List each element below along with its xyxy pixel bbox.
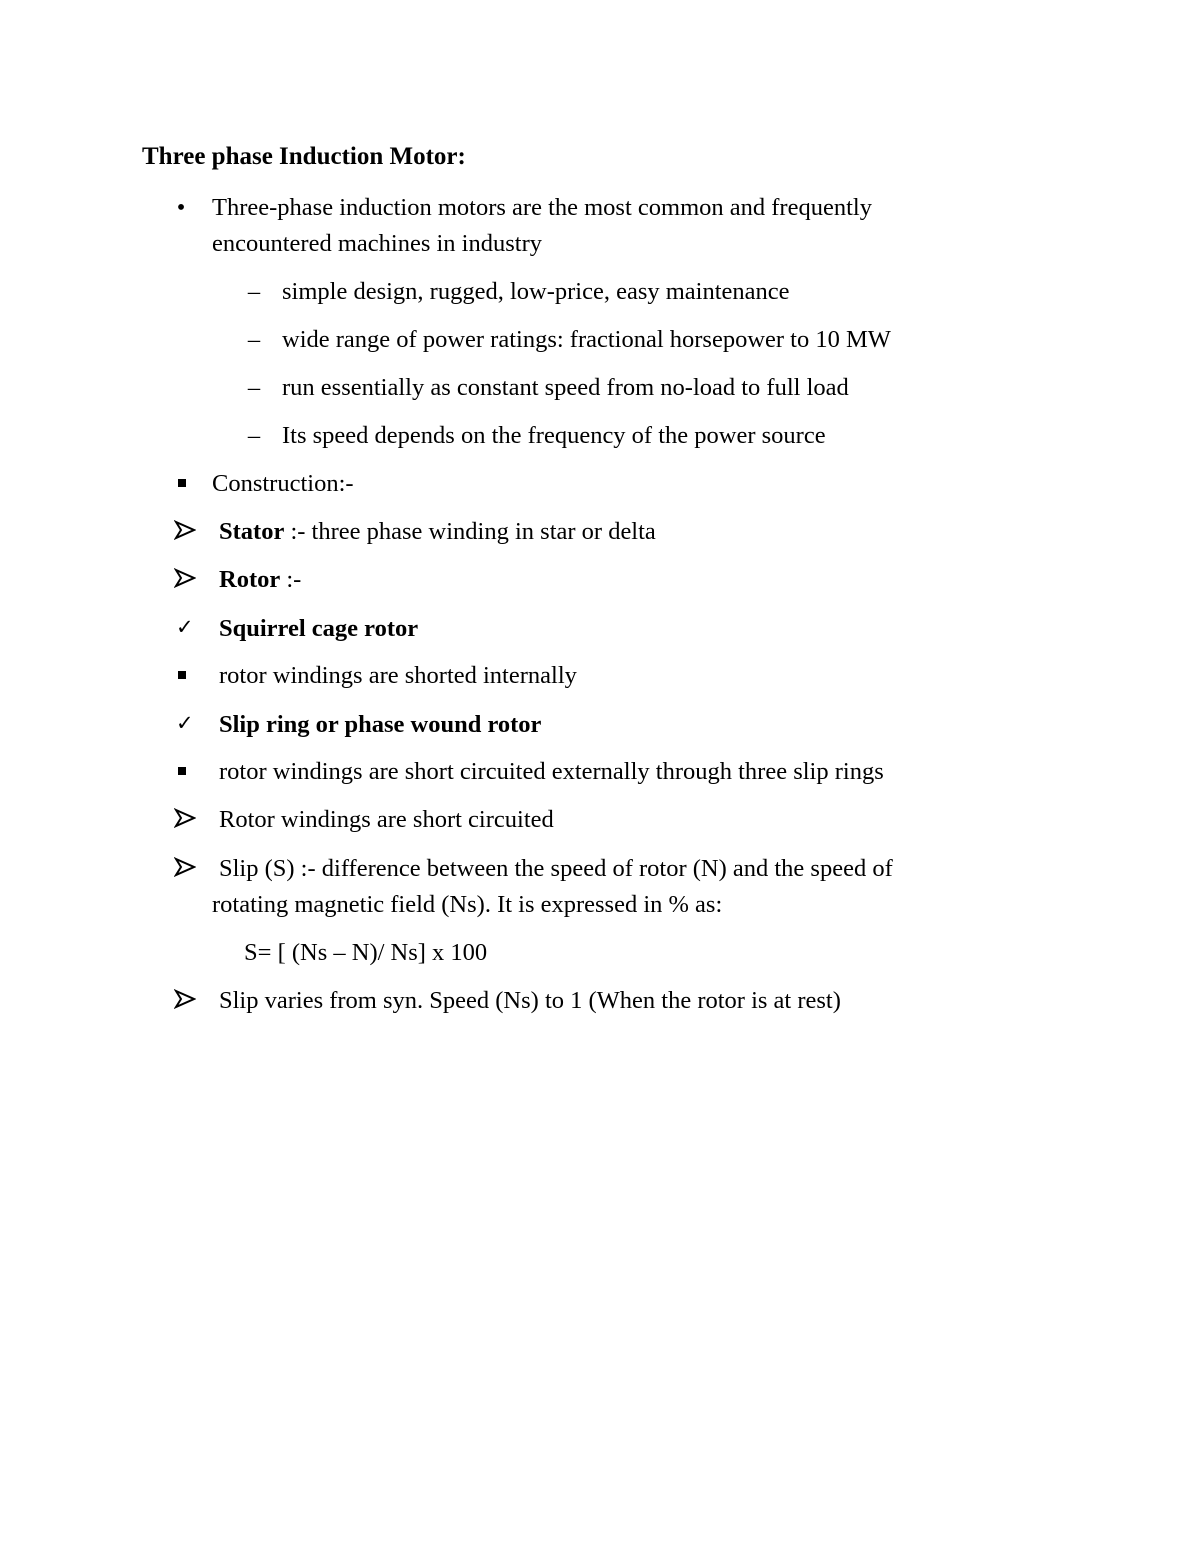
- slip-definition-line-1: Slip (S) :- difference between the speed of rotor (N) and the speed of: [219, 855, 893, 882]
- slip-varies-line: Slip varies from syn. Speed (Ns) to 1 (When the rotor is at rest): [219, 987, 841, 1014]
- rotor-label: Rotor: [219, 566, 281, 593]
- stator-label: Stator: [219, 518, 285, 545]
- dash-icon: –: [247, 326, 261, 353]
- slip-formula-lhs: S=: [244, 939, 272, 966]
- arrow-bullet-icon: [174, 520, 196, 540]
- slip-formula-rhs: [ (Ns – N)/ Ns] x 100: [271, 939, 488, 966]
- sub-item-2: wide range of power ratings: fractional horsepower to 10 MW: [282, 326, 891, 353]
- slip-ring-note: rotor windings are short circuited externally through three slip rings: [219, 758, 884, 785]
- arrow-bullet-icon: [174, 989, 196, 1009]
- rotor-text: :-: [280, 566, 302, 593]
- rotor-line: [219, 565, 301, 595]
- rotor-windings-line: Rotor windings are short circuited: [219, 806, 554, 833]
- arrow-bullet-icon: [174, 568, 196, 588]
- check-icon: ✓: [176, 615, 194, 639]
- bullet-icon: •: [176, 194, 186, 221]
- page-title: Three phase Induction Motor:: [142, 143, 466, 170]
- square-bullet-icon: [178, 767, 186, 775]
- square-bullet-icon: [178, 671, 186, 679]
- dash-icon: –: [247, 422, 261, 449]
- square-bullet-icon: [178, 479, 186, 487]
- construction-heading: Construction:-: [212, 470, 354, 497]
- slip-formula: [244, 938, 487, 968]
- slip-ring-heading: Slip ring or phase wound rotor: [219, 711, 542, 738]
- intro-line-1: Three-phase induction motors are the most common and frequently: [212, 194, 872, 221]
- squirrel-cage-note: rotor windings are shorted internally: [219, 662, 577, 689]
- stator-line: [219, 517, 656, 547]
- slip-definition-line-2: rotating magnetic field (Ns). It is expressed in % as:: [212, 891, 723, 918]
- dash-icon: –: [247, 374, 261, 401]
- arrow-bullet-icon: [174, 808, 196, 828]
- sub-item-3: run essentially as constant speed from no-load to full load: [282, 374, 849, 401]
- squirrel-cage-heading: Squirrel cage rotor: [219, 615, 419, 642]
- stator-text: :- three phase winding in star or delta: [284, 518, 656, 545]
- check-icon: ✓: [176, 711, 194, 735]
- dash-icon: –: [247, 278, 261, 305]
- intro-line-2: encountered machines in industry: [212, 230, 542, 257]
- sub-item-1: simple design, rugged, low-price, easy maintenance: [282, 278, 790, 305]
- sub-item-4: Its speed depends on the frequency of the power source: [282, 422, 826, 449]
- arrow-bullet-icon: [174, 857, 196, 877]
